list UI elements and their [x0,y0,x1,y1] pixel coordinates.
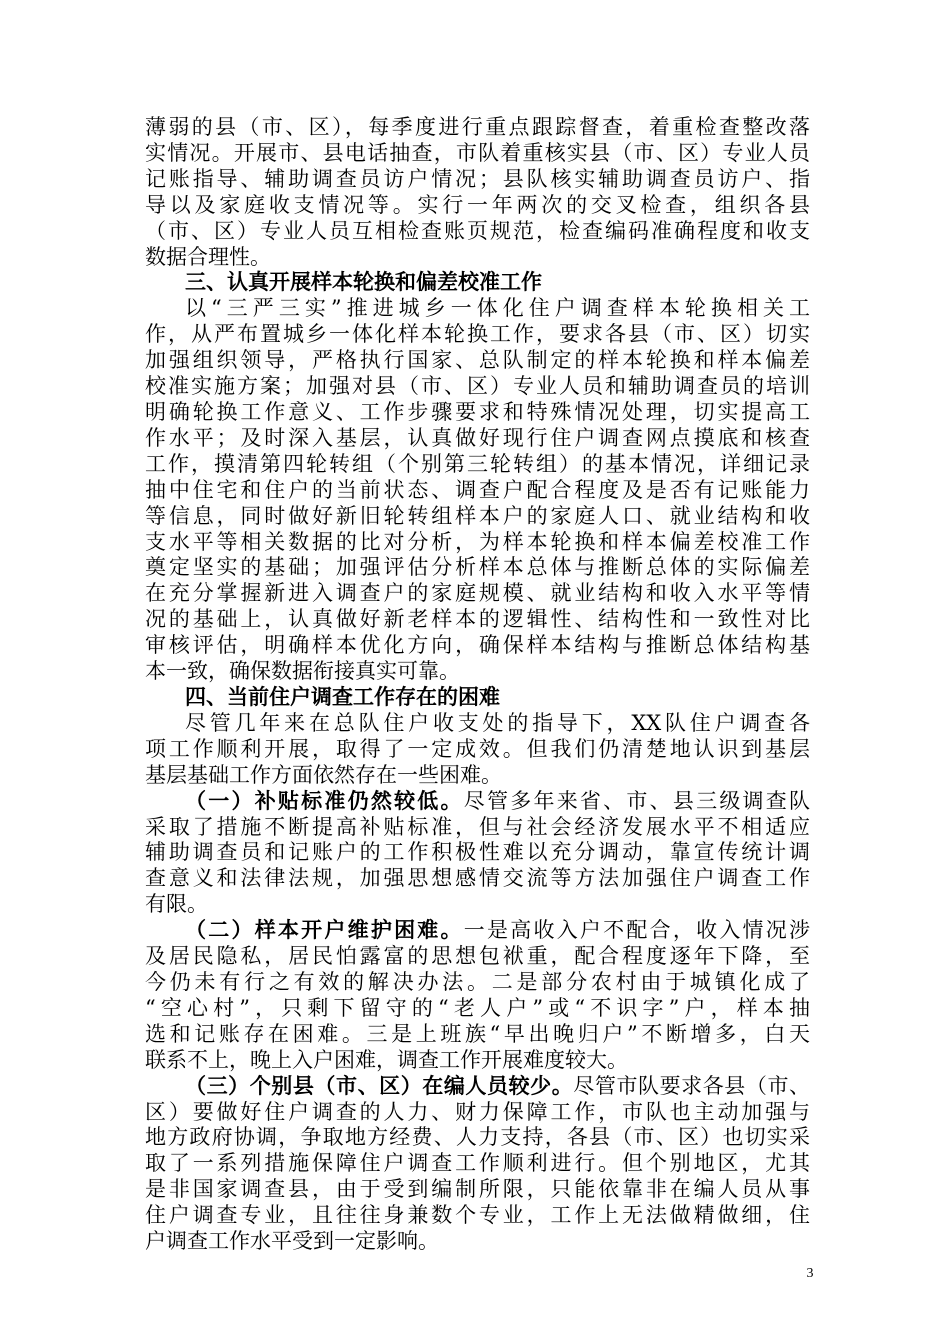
text-line: 抽中住宅和住户的当前状态、调查户配合程度及是否有记账能力 [145,477,810,502]
text-line: 作水平；及时深入基层，认真做好现行住户调查网点摸底和核查 [145,425,810,450]
subsection-text: 尽管市队要求各县（市、 [573,1073,810,1098]
text-line: 今仍未有行之有效的解决办法。二是部分农村由于城镇化成了 [145,970,810,994]
text-line: 记账指导、辅助调查员访户情况；县队核实辅助调查员访户、指 [145,166,810,191]
subsection-text: 尽管多年来省、市、县三级调查队 [463,788,810,813]
text-line: 本一致，确保数据衔接真实可靠。 [145,659,460,684]
text-line: 工作，摸清第四轮转组（个别第三轮转组）的基本情况，详细记录 [145,451,810,476]
text-line: 采取了措施不断提高补贴标准，但与社会经济发展水平不相适应 [145,814,810,839]
text-line: 薄弱的县（市、区），每季度进行重点跟踪督查，着重检查整改落 [145,115,810,139]
text-line: 取了一系列措施保障住户调查工作顺利进行。但个别地区，尤其 [145,1151,810,1176]
subsection-title: （二）样本开户维护困难。 [185,917,464,943]
text-line: 在充分掌握新进入调查户的家庭规模、就业结构和收入水平等情 [145,581,810,606]
text-line: 联系不上，晚上入户困难，调查工作开展难度较大。 [145,1047,628,1072]
text-line: 户调查工作水平受到一定影响。 [145,1229,439,1254]
text-line: 校准实施方案；加强对县（市、区）专业人员和辅助调查员的培训 [145,374,810,399]
section-heading-4: 四、当前住户调查工作存在的困难 [185,684,500,709]
text-line: 住户调查专业，且往往身兼数个专业，工作上无法做精做细，住 [145,1203,810,1228]
text-line: 选和记账存在困难。三是上班族“早出晚归户”不断增多，白天 [145,1021,810,1046]
text-line: 区）要做好住户调查的人力、财力保障工作，市队也主动加强与 [145,1099,810,1124]
text-line: 地方政府协调，争取地方经费、人力支持，各县（市、区）也切实采 [145,1125,810,1150]
section-heading-3: 三、认真开展样本轮换和偏差校准工作 [185,269,542,295]
text-line: “空心村”，只剩下留守的“老人户”或“不识字”户，样本抽 [145,995,810,1020]
text-line: 明确轮换工作意义、工作步骤要求和特殊情况处理，切实提高工 [145,400,810,424]
text-line: 奠定坚实的基础；加强评估分析样本总体与推断总体的实际偏差 [145,555,810,580]
text-line: 等信息，同时做好新旧轮转组样本户的家庭人口、就业结构和收 [145,503,810,528]
text-line: 支水平等相关数据的比对分析，为样本轮换和样本偏差校准工作 [145,529,810,554]
text-line: 项工作顺利开展，取得了一定成效。但我们仍清楚地认识到基层 [145,736,810,761]
text-line: 辅助调查员和记账户的工作积极性难以充分调动，靠宣传统计调 [145,840,810,865]
text-line: 加强组织领导，严格执行国家、总队制定的样本轮换和样本偏差 [145,348,810,373]
page-number: 3 [806,1266,814,1281]
text-line: 作，从严布置城乡一体化样本轮换工作，要求各县（市、区）切实 [145,322,810,347]
text-line: 有限。 [145,892,208,917]
text-line: 数据合理性。 [145,244,271,269]
subsection-title: （三）个别县（市、区）在编人员较少。 [185,1072,574,1098]
text-line: （市、区）专业人员互相检查账页规范，检查编码准确程度和收支 [145,218,810,243]
text-line: 查意义和法律法规，加强思想感情交流等方法加强住户调查工作 [145,866,810,891]
subsection-text: 一是高收入户不配合，收入情况涉 [463,918,810,943]
text-line: 基层基础工作方面依然存在一些困难。 [145,762,502,787]
text-line: 以“三严三实”推进城乡一体化住户调查样本轮换相关工 [185,296,810,321]
text-line: 是非国家调查县，由于受到编制所限，只能依靠非在编人员从事 [145,1177,810,1202]
text-line: 实情况。开展市、县电话抽查，市队着重核实县（市、区）专业人员 [145,140,810,165]
text-line: 导以及家庭收支情况等。实行一年两次的交叉检查，组织各县 [145,192,810,217]
text-line: 及居民隐私，居民怕露富的思想包袱重，配合程度逐年下降，至 [145,944,810,969]
subsection-title: （一）补贴标准仍然较低。 [185,787,464,813]
text-line: 尽管几年来在总队住户收支处的指导下，XX队住户调查各 [185,710,810,735]
text-line: 况的基础上，认真做好新老样本的逻辑性、结构性和一致性对比 [145,607,810,632]
text-line: 审核评估，明确样本优化方向，确保样本结构与推断总体结构基 [145,633,810,658]
